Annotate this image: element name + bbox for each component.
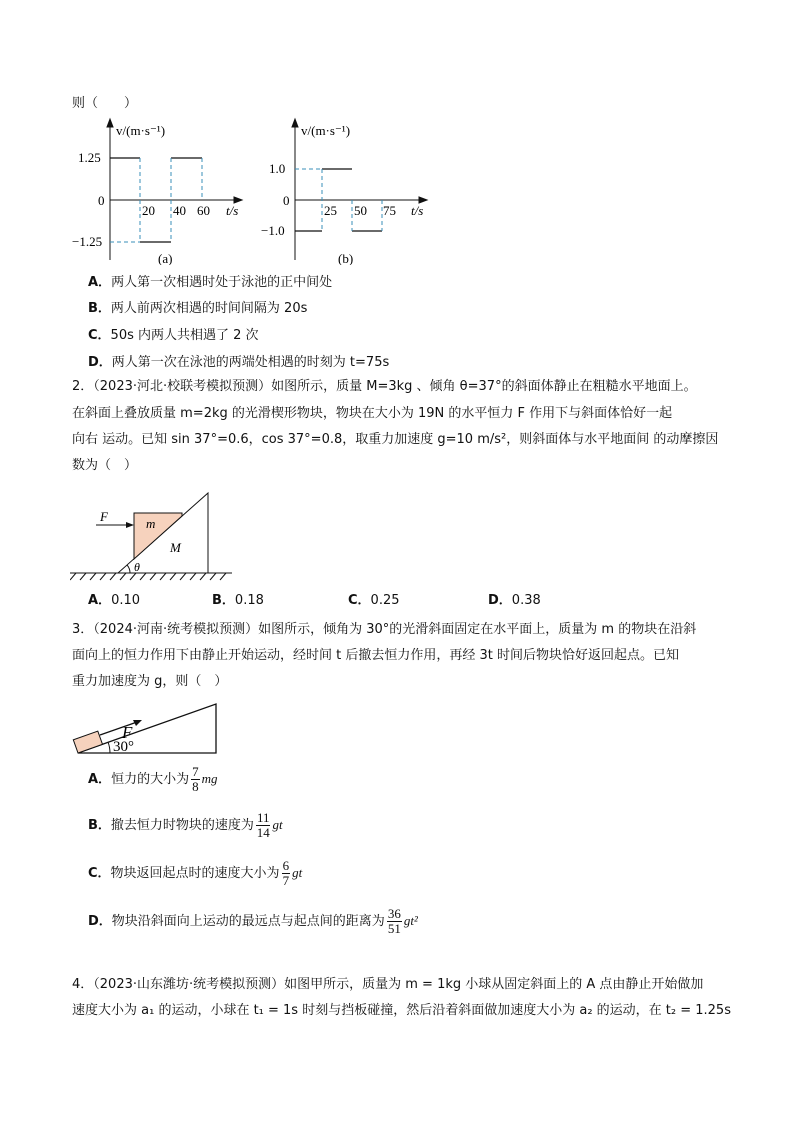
q4-line-2: 速度大小为 a₁ 的运动，小球在 t₁ = 1s 时刻与挡板碰撞，然后沿着斜面做加速度大小为 a₂ 的运动，在 t₂ = 1.25s bbox=[72, 1003, 731, 1018]
q2-option-d: D．0.38 bbox=[488, 593, 541, 608]
q2-line-1: 2．（2023·河北·校联考模拟预测）如图所示，质量 M=3kg 、倾角 θ=37°的斜面体静止在粗糙水平地面上。 bbox=[72, 379, 697, 394]
label-m: m bbox=[146, 516, 156, 531]
q1-option-d: D．两人第一次在泳池的两端处相遇的时刻为 t=75s bbox=[88, 355, 390, 370]
xtick: 75 bbox=[383, 203, 396, 218]
q3-line-2: 面向上的恒力作用下由静止开始运动，经时间 t 后撤去恒力作用，再经 3t 时间后物块恰好返回起点。已知 bbox=[72, 648, 679, 663]
fraction: $\frac{7}{8}$ bbox=[192, 764, 199, 794]
q1-tail: 则（ ） bbox=[72, 96, 138, 111]
q1-option-b: B．两人前两次相遇的时间间隔为 20s bbox=[88, 301, 308, 316]
label-M: M bbox=[170, 540, 181, 555]
q1-option-a: A．两人第一次相遇时处于泳池的正中间处 bbox=[88, 275, 333, 290]
label-angle: 30° bbox=[113, 739, 134, 755]
ytick: −1.25 bbox=[72, 234, 103, 249]
fraction: $\frac{11}{14}$ bbox=[256, 810, 270, 840]
ytick: 0 bbox=[98, 193, 105, 208]
q3-line-3: 重力加速度为 g，则（ ） bbox=[72, 674, 228, 689]
graph-a bbox=[70, 115, 250, 265]
ytick: −1.0 bbox=[261, 223, 285, 238]
ytick: 1.25 bbox=[78, 150, 101, 165]
fraction: $\frac{6}{7}$ bbox=[282, 858, 290, 888]
ytick: 1.0 bbox=[269, 161, 286, 176]
q2-line-4: 数为（ ） bbox=[72, 458, 138, 473]
y-arrow bbox=[107, 119, 113, 127]
xlabel: t/s bbox=[411, 203, 424, 218]
label-F: F bbox=[100, 509, 108, 524]
xtick: 60 bbox=[197, 203, 210, 218]
q3-figure bbox=[70, 698, 230, 760]
graph-b bbox=[255, 115, 435, 265]
xtick: 25 bbox=[324, 203, 337, 218]
q4-line-1: 4．（2023·山东潍坊·统考模拟预测）如图甲所示，质量为 m = 1kg 小球从固定斜面上的 A 点由静止开始做加 bbox=[72, 977, 704, 992]
label-F: F bbox=[122, 723, 133, 742]
q2-figure bbox=[70, 485, 240, 585]
xlabel: t/s bbox=[226, 203, 239, 218]
q3-option-a: A．恒力的大小为 $\frac{7}{8}$ mg bbox=[88, 764, 218, 794]
q2-option-c: C．0.25 bbox=[348, 593, 400, 608]
q2-option-a: A．0.10 bbox=[88, 593, 141, 608]
caption: (b) bbox=[338, 251, 354, 265]
q1-option-c: C．50s 内两人共相遇了 2 次 bbox=[88, 328, 259, 343]
q3-option-b: B．撤去恒力时物块的速度为 $\frac{11}{14}$ gt bbox=[88, 810, 283, 840]
q2-line-3: 向右 运动。已知 sin 37°=0.6，cos 37°=0.8，取重力加速度 g=10 m/s²，则斜面体与水平地面间 的动摩擦因 bbox=[72, 432, 719, 447]
q3-option-d: D．物块沿斜面向上运动的最远点与起点间的距离为 $\frac{36}{51}$ gt² bbox=[88, 906, 418, 936]
q3-option-c: C．物块返回起点时的速度大小为 $\frac{6}{7}$ gt bbox=[88, 858, 303, 888]
xtick: 50 bbox=[354, 203, 367, 218]
q2-line-2: 在斜面上叠放质量 m=2kg 的光滑楔形物块，物块在大小为 19N 的水平恒力 F 作用下与斜面体恰好一起 bbox=[72, 406, 673, 421]
ytick: 0 bbox=[283, 193, 290, 208]
xtick: 40 bbox=[173, 203, 186, 218]
ylabel: v/(m·s⁻¹) bbox=[116, 123, 166, 138]
label-theta: θ bbox=[134, 560, 140, 574]
ylabel: v/(m·s⁻¹) bbox=[301, 123, 351, 138]
q3-line-1: 3．（2024·河南·统考模拟预测）如图所示，倾角为 30°的光滑斜面固定在水平面上，质量为 m 的物块在沿斜 bbox=[72, 622, 697, 637]
xtick: 20 bbox=[142, 203, 155, 218]
caption: (a) bbox=[158, 251, 173, 265]
q2-option-b: B．0.18 bbox=[212, 593, 264, 608]
fraction: $\frac{36}{51}$ bbox=[387, 906, 401, 936]
